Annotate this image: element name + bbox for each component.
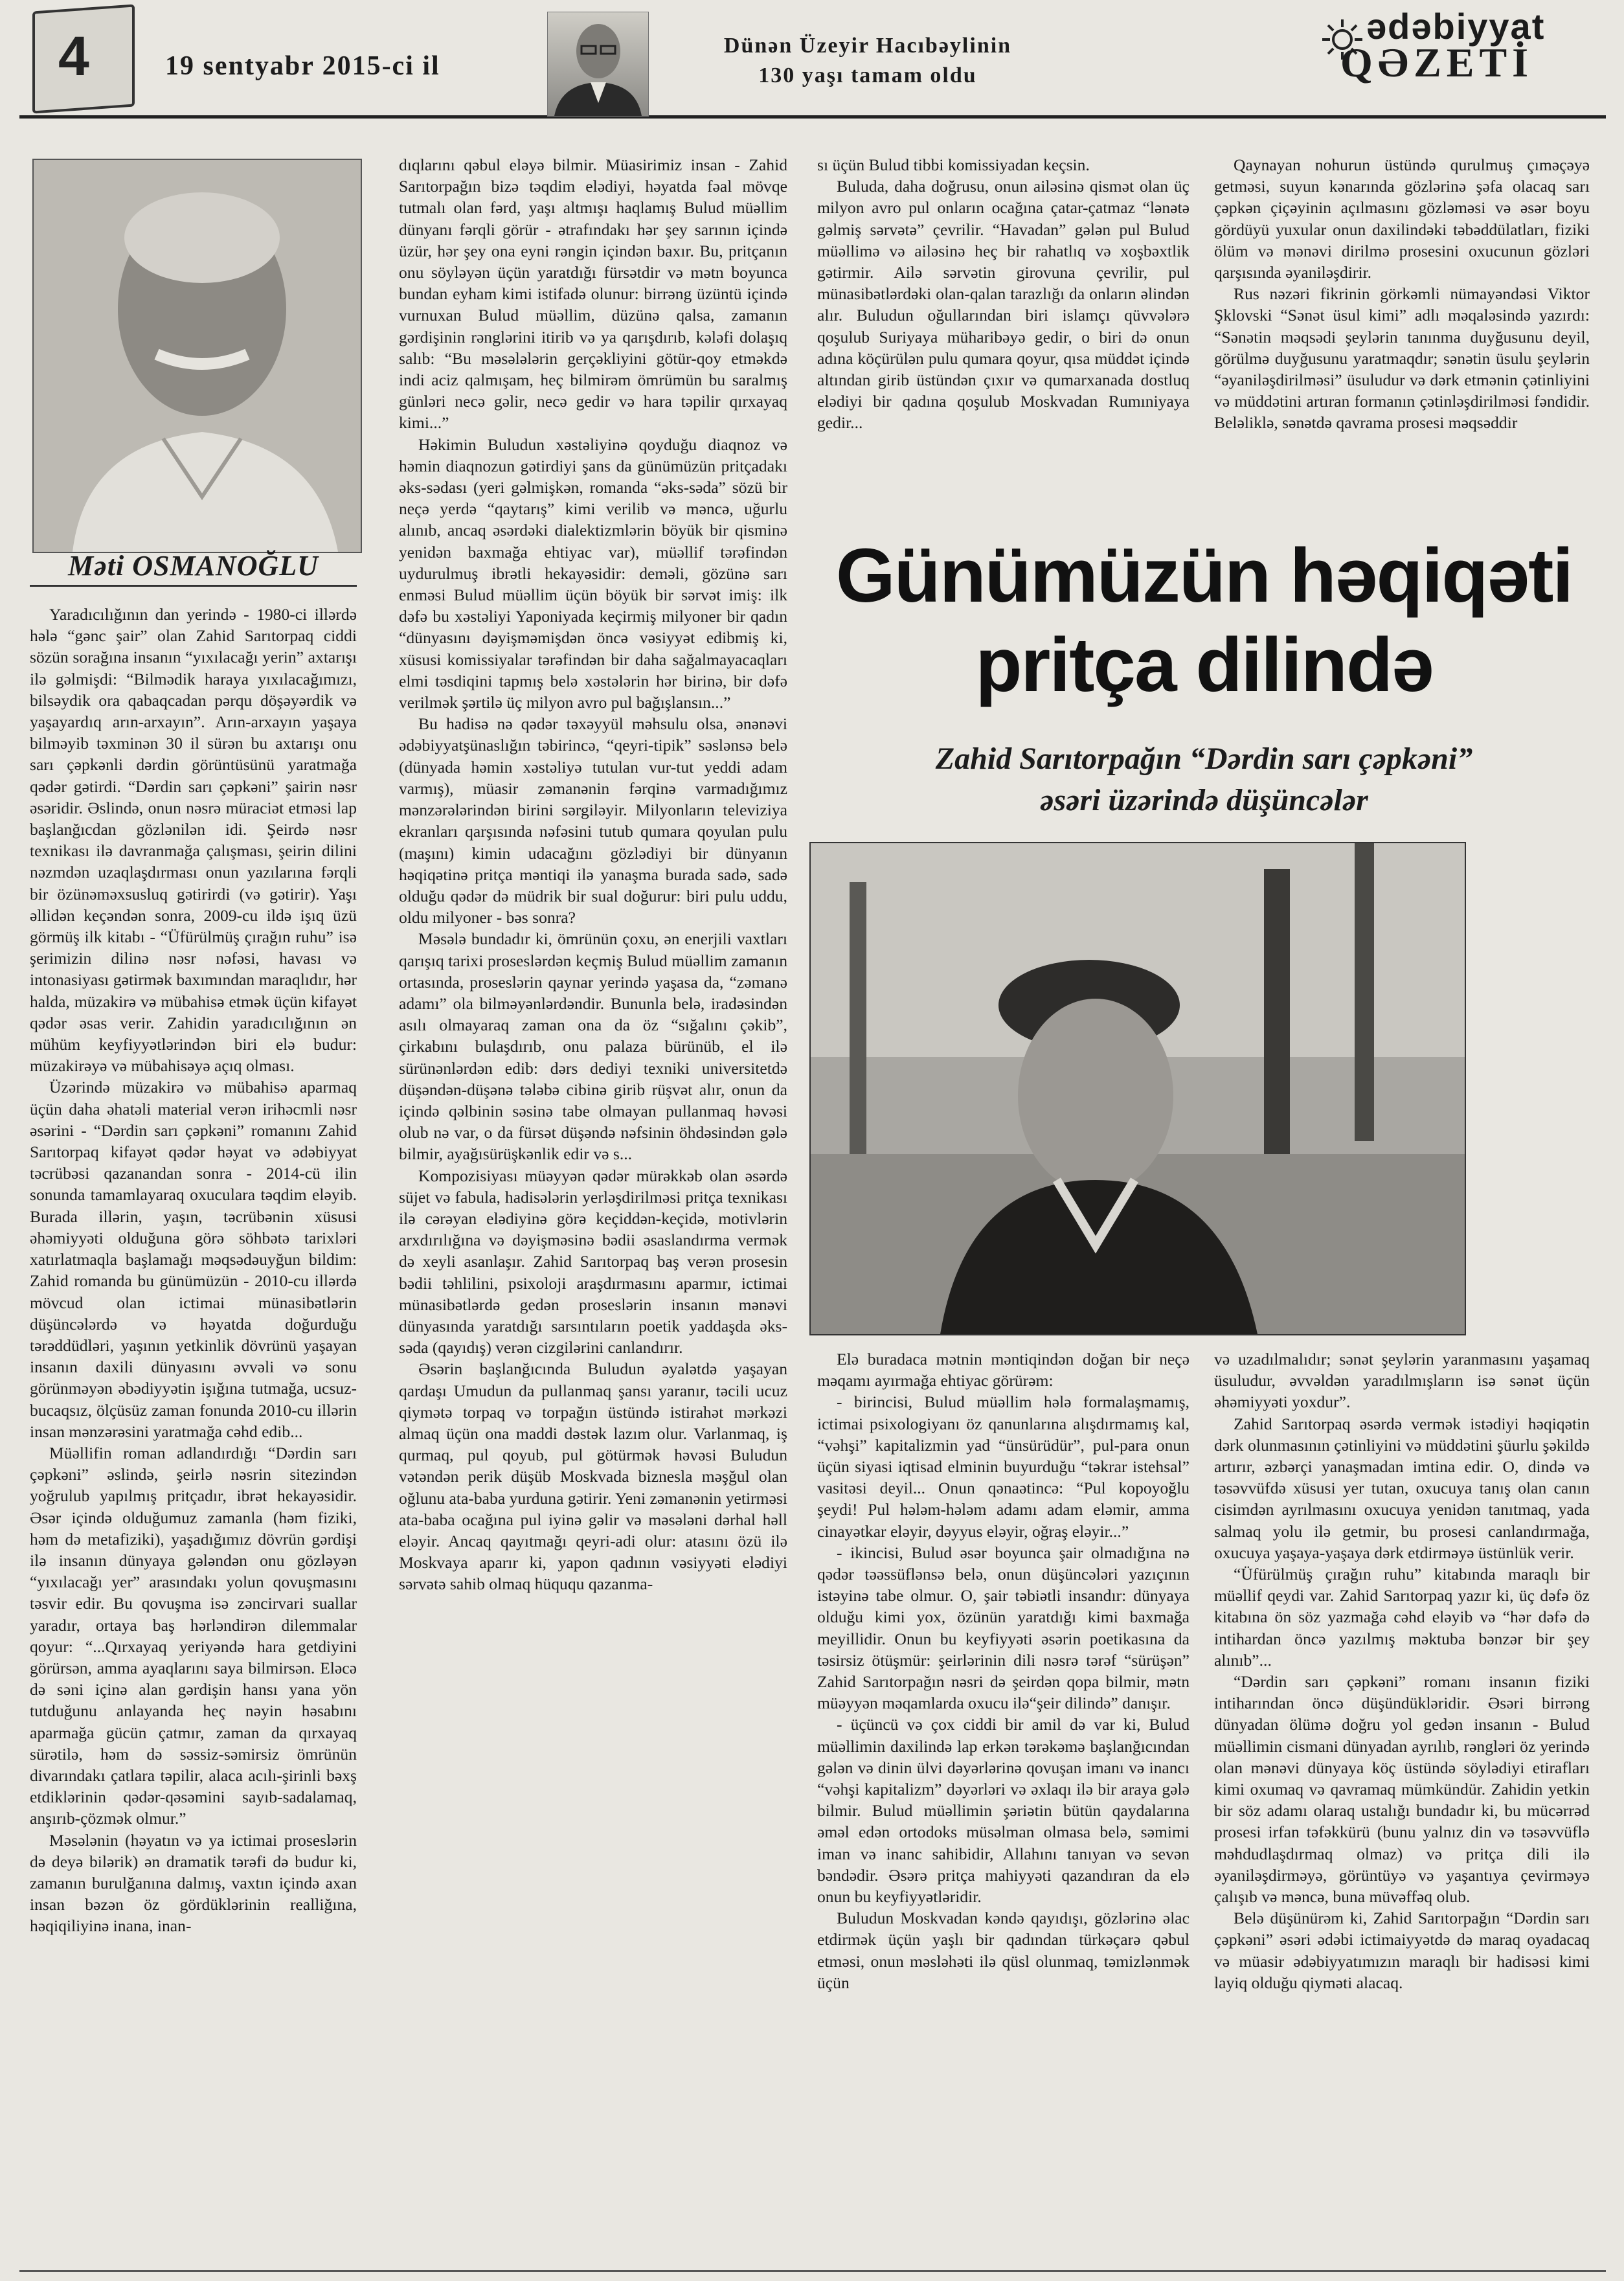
paragraph: Zahid Sarıtorpaq əsərdə vermək istədiyi həqiqətin dərk olunmasının çətinliyini və müddətini şüurlu şəkildə artırır, əzbərçi yanaşmadan imtina edir. O, dində və təsəvvüfdə xüsusi yer tutan, oxucuya tanış olan canın cisimdən ayrılmasını oxucuya yenidən tanıtmaq, yada salmaq yolu ilə getmir, bu prosesi canlandırmağa, oxucuya yaşaya-yaşaya dərk etdirməyə üstünlük verir. — [1214, 1414, 1590, 1562]
anniversary-line-2: 130 yaşı tamam oldu — [758, 63, 977, 87]
paragraph: Məsələ bundadır ki, ömrünün çoxu, ən enerjili vaxtları qarışıq tarixi proseslərdən keçmiş Bulud müəllim zamanın ortasında, proseslərin qaynar yerində yaşasa da, “zəmanə adamı” ola bilməyənlərdəndir. Bununla belə, iradəsindən asılı olmayaraq zaman ona da öz “sığalını çəkib”, çirkabını bulaşdırıb, onu palaza bürünüb, el ilə sürünənlərdən edib: dərs dediyi texniki universitetdə düşəndən-düşənə tələbə cibinə girib rüşvət alır, onun da içində qəlbinin səsinə tabe olmayan pullanmaq həvəsi olub nə var, o da fürsət düşəndə nəfsinin öhdəsindən gələ bilmir, ayağısürüşkənlik edir və s... — [399, 929, 787, 1164]
paragraph: - birincisi, Bulud müəllim hələ formalaşmamış, ictimai psixologiyanı öz qanunlarına alışdırmamış kal, “vəhşi” kapitalizmin yad “ünsürüdür”, pul-para onun üçün siyasi iqtisad elminin buyurduğu “təkrar istehsal” vasitəsi deyil... Onun qənaətincə: “Pul kopoyoğlu şeydi! Pul hələm-hələm adamı adam eləmir, amma cinayətkar eləyir, dəyyus eləyir, oğraş eləyir...” — [817, 1392, 1190, 1541]
paragraph: Belə düşünürəm ki, Zahid Sarıtorpağın “Dərdin sarı çəpkəni” əsəri ədəbi ictimaiyyətdə də maraq oyadacaq və müasir ədəbiyyatımızın maraqlı bir hadisəsi kimi layiq olduğu qiyməti alacaq. — [1214, 1909, 1590, 1992]
anniversary-note — [680, 31, 1055, 91]
paragraph: və uzadılmalıdır; sənət şeylərin yaranmasını yaşamaq üsuludur, əvvəldən yaradılmışların isə sənət üçün əhəmiyyəti yoxdur”. — [1214, 1350, 1590, 1412]
page-header — [19, 5, 1606, 119]
footer-rule — [19, 2270, 1606, 2272]
paragraph: - ikincisi, Bulud əsər boyunca şair olmadığına nə qədər təəssüflənsə belə, onun düşüncələri yazıçının istəyinə tabe olmur. O, şair təbiətli insandır: dünyaya olduğu kimi yox, özünün yaratdığı kimi baxmağa meyillidir. Onun bu keyfiyyəti əsərin poetikasına da təsirsiz ötüşmür: şeirlərinin dili nəsrə tərəf “sürüşən” Zahid Sarıtorpağın nəsri də şeirdən qopa bilmir, mətn müəyyən məqamlarda oxucu ilə“şeir dilində” danışır. — [817, 1543, 1190, 1713]
paragraph: Əsərin başlanğıcında Buludun əyalətdə yaşayan qardaşı Umudun da pullanmaq şansı yaranır, təcili ucuz qiymətə torpaq və torpağın üstündə istirahət mərkəzi almaq üçün ona maddi dəstək lazım olur. Varlanmaq, iş qurmaq, pul qoyub, pul götürmək həvəsi Buludun vətəndən perik düşüb Moskvada biznesla məşğul olan oğlunu ata-baba yurduna gətirir. Yeni zəmanənin yetirməsi ata-baba ocağına pul iyinə gəlir və məsələni dərhal həll eləyir. Ancaq qayıtmağı qeyri-adi olur: atasını özü ilə Moskvaya aparır ki, yapon qadının vəsiyyəti elədiyi sərvətə sahib olmaq hüququ qazanmа- — [399, 1359, 787, 1594]
column-3-bottom — [817, 1348, 1190, 1993]
paragraph: Kompozisiyası müəyyən qədər mürəkkəb olan əsərdə süjet və fabula, hadisələrin yerləşdirilməsi pritça texnikası ilə cərəyan elədiyinə görə keçiddən-keçidə, motivlərin arxdırılığına və dəyişməsinə bədii əsaslandırma vermək də xeyli asanlaşır. Zahid Sarıtorpaq baş verən prosesin bədii təhlilini, psixoloji araşdırmasını aparmır, ictimai münasibətlərdə gedən proseslərin insanın mənəvi dünyasında yaratdığı sarsıntıların poetik yaddaşda əks-səda (qayıdış) verən cizgilərini canlandırır. — [399, 1166, 787, 1357]
paragraph: Buluda, daha doğrusu, onun ailəsinə qismət olan üç milyon avro pul onların ocağına çatar-çatmaz “lənətə gəlmiş sərvətə” çevrilir. “Havadan” gələn pul Bulud müəllimə və ailəsinə heç bir rahatlıq və xoşbəxtlik gətirmir. Ailə sərvətin girovuna çevrilir, pul münasibətlərdəki olan-qalan tarazlığı da onların əlindən alır. Buludun oğullarından biri islamçı qüvvələrə qoşulub Suriyaya müharibəyə gedir, o biri də onun adına köçürülən pulu qumara qoyur, qısa müddət içində altından girib üstündən çıxır və qumarxanada dostluq elədiyi bir qadına qoşulub Moskvadan Rumıniyaya gedir... — [817, 177, 1190, 433]
paragraph: Yaradıcılığının dan yerində - 1980-ci illərdə hələ “gənc şair” olan Zahid Sarıtorpaq ciddi sözün sorağına insanın “yıxılacağı yerin” axtarışı ilə gəlmişdi: “Bilmədik haraya yıxılacağımızı, bilsəydik ora qabaqcadan pərqu döşəyərdik və yaşayardıq arın-arxayın”. Arın-arxayın yaşaya bilməyib təxminən 30 il sürən bu axtarışı onu sarı çəpkənli dərdin görüntüsünü yaratmağa qədər gətirdi. “Dərdin sarı çəpkəni” şairin nəsr əsəridir. Əslində, onun nəsrə müraciət etməsi lap başlanğıcdan gözlənilən idi. Şeirdə nəsr texnikası ilə davranmağa çalışması, şeirin dilini nəzmdən uzaqlaşdırması onun yazılarına fərqli bir özünəməxsusluq gətirirdi (və gətirir). Yaşı əllidən keçəndən sonra, 2009-cu ildə işıq üzü görmüş ilk kitabı - “Üfürülmüş çırağın ruhu” isə şerimizin dilinə nəsr nəfəsi, havası və intonasiyası gətirmək baxımından maraqlıdır, hər halda, müzakirə və mübahisə etmək üçün kifayət qədər əsas verir. Zahidin yaradıcılığının ən mühüm keyfiyyətlərindən biri elə budur: müzakirəyə və mübahisəyə açıq olması. — [30, 605, 357, 1076]
paragraph: “Dərdin sarı çəpkəni” romanı insanın fiziki intiharından öncə düşündükləridir. Əsəri birrəng dünyadan ölümə doğru yol gedən insanın - Bulud müəllimin cismani dünyadan ayrılıb, rəngləri öz yerində olan mənəvi dünyaya köç üstündə söylədiyi etirafları kimi oxumaq və qavramaq mümkündür. Zahidin yetkin bir söz adamı olaraq ustalığı bundadır ki, bu mücərrəd prosesi irfan təfəkkürü (bunu yalnız din və təsəvvüflə məhdudlaşdırmaq olmaz) və pritça dili ilə əyaniləşdirməyə, görüntüyə və yaşantıya çevirməyə çalışıb və məncə, buna müvəffəq olub. — [1214, 1672, 1590, 1907]
issue-date: 19 sentyabr 2015-ci il — [165, 51, 440, 81]
paragraph: Həkimin Buludun xəstəliyinə qoyduğu diaqnoz və həmin diaqnozun gətirdiyi şans da günümüzün pritçadakı əks-sədası (yeri gəlmişkən, romanda “əks-səda” sözü bir neçə yerdə “qaytarış” kimi verilib və məncə, uğurlu alınıb, ancaq əsərdəki dialektizmlərin böyük bir qisminə yenidən baxmağa ehtiyac var), müəllif tərəfindən uydurulmuş ibrətli hekayəsidir: deməli, gözünə sarı enməsi Bulud müəllim üçün böyük bir sərvət imiş: ilk dəfə bu xəstəliyi Yaponiyada keçirmiş milyoner bir qadın “dünyasını dəyişməmişdən öncə vəsiyyət edibmiş ki, xüsusi komissiyalar tərəfindən bir daha sağalmayacaqları elmi təsdiqini tapmış belə xəstələrin hər birinə, bir dəfə verilmək şərtilə üç milyon avro pul bağışlansın...” — [399, 435, 787, 712]
column-4-top — [1214, 154, 1590, 434]
paragraph: Məsələnin (həyatın və ya ictimai proseslərin də deyə bilərik) ən dramatik tərəfi də budur ki, zamanın burulğanına dalmış, vaxtın içində axan insan bəzən öz gördüklərinin realliğına, həqiqiliyinə inana, inan- — [30, 1830, 357, 1936]
paragraph: Buludun Moskvadan kəndə qayıdışı, gözlərinə əlac etdirmək üçün yaşlı bir qadından türkəçarə qəbul etməsi, onun məsləhəti ilə qüsl olunmaq, təmizlənmək üçün — [817, 1909, 1190, 1992]
paragraph: Qaynayan nohurun üstündə qurulmuş çıməçəyə getməsi, suyun kənarında gözlərinə şəfa olacaq sarı çəpkən çiçəyinin açılmasını gözləməsi və əsər boyu gördüyü yuxular onun daxilindəki təbəddülatları, fiziki ölüm və mənəvi dirilmə prosesini oxucunun gözləri qarşısında əyaniləşdirir. — [1214, 155, 1590, 282]
paragraph: Bu hadisə nə qədər təxəyyül məhsulu olsa, ənənəvi ədəbiyyatşünaslığın təbirincə, “qeyri-tipik” səslənsə belə (dünyada həmin xəstəliyə tutulan vur-tut yeddi adam varmış), müasir zəmanənin fərqinə varmadığımız mənzərələrindən birini sərgiləyir. Milyonların televiziya ekranları qarşısında nəfəsini tutub qumara qoyulan pulu (maşını) kimin udacağını gözlədiyi bir dünyanın həqiqətinə pritça məntiqi ilə yanaşma burada sadə, sadə olduğu qədər də müdrik bir sual doğurur: biri pulu uddu, oldu milyoner - bəs sonra? — [399, 714, 787, 927]
author-photo — [32, 159, 362, 553]
article-headline — [817, 531, 1591, 710]
paragraph: Üzərində müzakirə və mübahisə aparmaq üçün daha əhatəli material verən irihəcmli nəsr əsərini - “Dərdin sarı çəpkəni” romanını Zahid Sarıtorpaq kifayət qədər həyat və ədəbiyyat təcrübəsi qazanandan sonra - 2014-cü ilin sonunda tamamlayaraq oxucularа təqdim eləyib. Burada illərin, yaşın, təcrübənin xüsusi əhəmiyyəti olduğuna görə söhbətə tarixləri xatırlatmaqla başlamağı məqsədəuyğun bildim: Zahid romanda bu günümüzün - 2010-cu illərdə mövcud olan ictimai münasibətlərin düşüncələrdə və həyatda doğurduğu tərəddüdləri, yaşının yetkinlik dövrünü yaşayan insanın daxili dünyasını əvvəli və sonu görünməyən əbədiyyətin işığına tutmağa, ucsuz-bucaqsız, ölçüsüz zaman fonunda 2010-cu illərin insan mənzərəsini yaratmağa cəhd edib... — [30, 1078, 357, 1441]
author-name: Məti OSMANOĞLU — [30, 549, 357, 587]
logo-text-top: ədəbiyyat — [1366, 6, 1546, 47]
column-2 — [399, 154, 787, 1595]
paragraph: Rus nəzəri fikrinin görkəmli nümayəndəsi Viktor Şklovski “Sənət üsul kimi” adlı məqaləsində yazırdı: “Sənətin məqsədi şeylərin tanınma duyğusunu deyil, görülmə duyğusunu yaratmaqdır; sənətin üsulu şeylərin “əyaniləşdirilməsi” üsuludur və dərk etmənin çətinliyini və müddətini artıran formanın çətinləşdirilməsi fəndidir. Beləliklə, sənətdə qavrama prosesi məqsəddir — [1214, 284, 1590, 433]
subheadline-line-2: əsəri üzərində düşüncələr — [1040, 783, 1368, 817]
paragraph: Müəllifin roman adlandırdığı “Dərdin sarı çəpkəni” əslində, şeirlə nəsrin sitezindən yoğrulub yapılmış pritçadır, ibrət hekayəsidir. Əsər içində olduğumuz zamanla (həm fiziki, həm də metafiziki), yaşadığımız dövrün gərdişi ilə insanın dünyaya gələndən onu gözləyən “yıxılacağı yer” arasındakı yolun qovuşmasını təsvir edir. Bu qovuşma isə zəncirvari suallar yaradır, ortaya baş hərləndirən dilemmalar qoyur: “...Qırxayaq yeriyəndə hara getdiyini görürsən, amma ayaqlarını saya bilmirsən. Eləcə də səni içinə alan gərdişin hansı yana yön tutduğunu anlayanda heç nəyin həsabını aparmağa gücün çatmır, zaman da qırxayaq sürətilə, həm də səssiz-səmirsiz ömrünün divarındakı çatlara təpilir, alaca acılı-şirinli bəxş etdiklərinin qədər-qəsəmini sayıb-sadalamaq, anşırıb-çözmək olmur.” — [30, 1443, 357, 1828]
paragraph: dıqlarını qəbul eləyə bilmir. Müasirimiz insan - Zahid Sarıtorpağın bizə təqdim elədiyi, həyatda fəal mövqe tutmalı olan fərd, yaşı altmışı haqlamış Bulud müəllim dünyanı fərqli görür - ətrafındakı hər şey sarının içində üzür, hər şey ona eyni rəngin içindən baxır. Bu, pritçanın onu söyləyən üçün yaratdığı fürsətdir və mətn boyunca bundan eyham kimi istifadə olunur: birrəng üzüntü içində vurnuxan Bulud müəllim, düzünə qalsa, zamanın gərdişinin rənglərini itirib və ya qarışdırıb, kələfi dolaşıq salıb: “Bu məsələlərin gerçəkliyini götür-qoy etməkdə indi aciz qalmışam, heç bilmirəm ömrümün bu saralmış günləri necə gəlir, necə gedir və hara təpilir qırxayaq kimi...” — [399, 155, 787, 433]
anniversary-line-1: Dünən Üzeyir Hacıbəylinin — [723, 34, 1012, 58]
article-subheadline — [817, 738, 1591, 821]
logo-text-bottom: QƏZETİ — [1340, 40, 1534, 85]
subheadline-line-1: Zahid Sarıtorpağın “Dərdin sarı çəpkəni” — [935, 742, 1473, 776]
paragraph: - üçüncü və çox ciddi bir amil də var ki, Bulud müəllimin daxilində lap erkən tərəkəmə başlanğıcından gələn və dinin ülvi dəyərlərinə qovuşan imanı və inancı “vəhşi kapitalizm” dəyərləri və əxlaqı ilə bir araya gələ bilmir. Bulud müəllimin şəriətin bütün qaydalarına əməl edən ortodoks müsəlman olmasa belə, səmimi iman və inanc sahibidir, Allahını tanıyan və sevən bəndədir. Əsərə pritça mahiyyəti qazandıran da elə onun bu keyfiyyətləridir. — [817, 1715, 1190, 1907]
column-1 — [30, 604, 357, 1937]
paragraph: Elə buradaca mətnin məntiqindən doğan bir neçə məqamı ayırmağa ehtiyac görürəm: — [817, 1350, 1190, 1390]
paragraph: sı üçün Bulud tibbi komissiyadan keçsin. — [817, 155, 1090, 174]
headline-line-1: Günümüzün həqiqəti — [835, 533, 1573, 618]
column-4-bottom — [1214, 1348, 1590, 1993]
page-number: 4 — [58, 25, 89, 87]
column-3-top — [817, 154, 1190, 434]
headline-line-2: pritça dilində — [975, 622, 1433, 708]
paragraph: “Üfürülmüş çırağın ruhu” kitabında maraqlı bir müəllif qeydi var. Zahid Sarıtorpaq yazır ki, üç dəfə öz kitabına ön söz yazmağa cəhd eləyib və “hər dəfə də intihardan öncə yazılmış məktuba bənzər bir şey alınıb”... — [1214, 1565, 1590, 1670]
hajibeyli-portrait — [547, 12, 649, 117]
writer-photo — [809, 842, 1466, 1335]
